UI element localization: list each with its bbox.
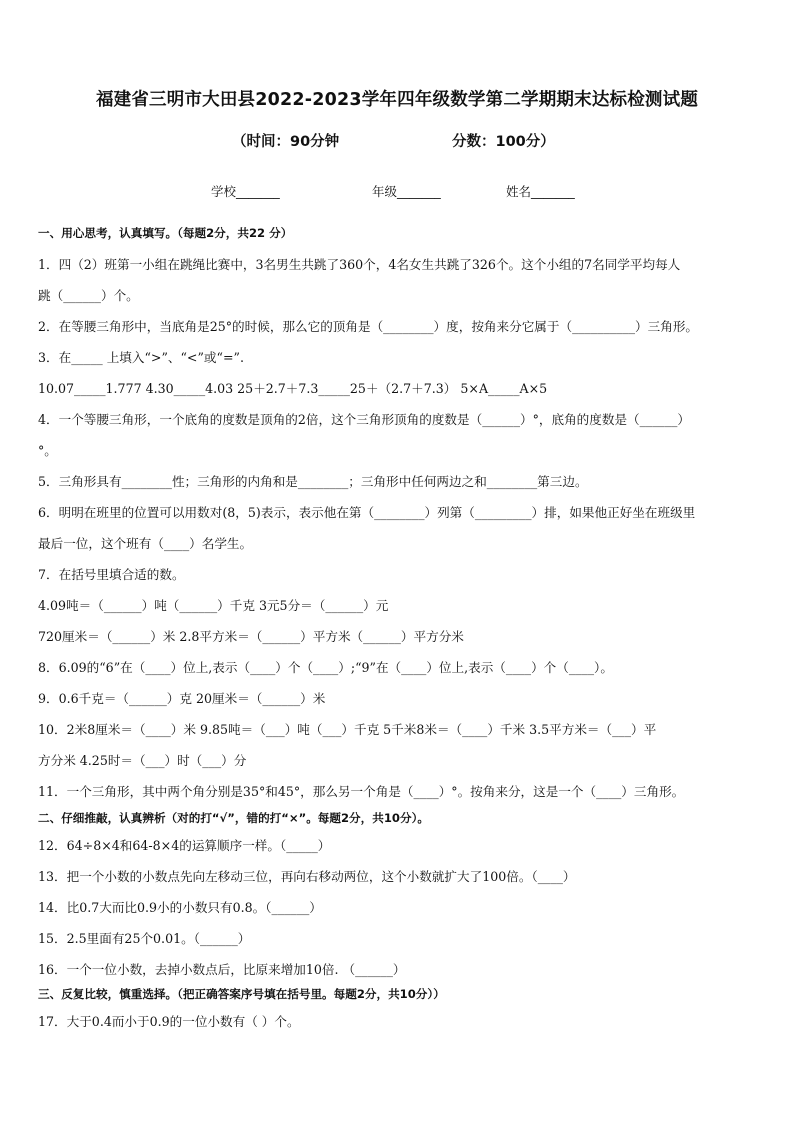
question-line: 1．四（2）班第一小组在跳绳比赛中，3名男生共跳了360个，4名女生共跳了326个。这个小组的7名同学平均每人 (38, 257, 681, 272)
question-line: 12．64÷8×4和64-8×4的运算顺序一样。（_____） (38, 838, 331, 853)
question-line: 4．一个等腰三角形，一个底角的度数是顶角的2倍，这个三角形顶角的度数是（______）°，底角的度数是（______） (38, 412, 691, 427)
exam-time: （时间：90分钟 (232, 134, 340, 150)
question-line: 17．大于0.4而小于0.9的一位小数有（ ）个。 (38, 1014, 300, 1029)
question-line: 15．2.5里面有25个0.01。（______） (38, 931, 251, 946)
question-line: °。 (38, 443, 57, 458)
grade-field[interactable]: 年级_______ (372, 184, 441, 199)
question-line: 16．一个一位小数，去掉小数点后，比原来增加10倍. （______） (38, 962, 406, 977)
question-line: 3．在_____ 上填入“>”、“<”或“=”. (38, 350, 244, 365)
name-field[interactable]: 姓名_______ (506, 184, 575, 199)
question-line: 2．在等腰三角形中，当底角是25°的时候，那么它的顶角是（________）度，按角来分它属于（__________）三角形。 (38, 319, 699, 334)
section-heading-2: 二、仔细推敲，认真辨析（对的打“√”，错的打“×”。每题2分，共10分）。 (38, 811, 429, 825)
question-line: 7．在括号里填合适的数。 (38, 567, 185, 582)
question-line: 跳（______）个。 (38, 288, 139, 303)
question-line: 8．6.09的“6”在（____）位上,表示（____）个（____）;“9”在（____）位上,表示（____）个（____）。 (38, 660, 613, 675)
question-line: 方分米 4.25时＝（___）时（___）分 (38, 753, 247, 768)
question-line: 4.09吨＝（______）吨（______）千克 3元5分＝（______）元 (38, 598, 389, 613)
question-line: 13．把一个小数的小数点先向左移动三位，再向右移动两位，这个小数就扩大了100倍。（____） (38, 869, 576, 884)
question-line: 9．0.6千克＝（______）克 20厘米＝（______）米 (38, 691, 326, 706)
question-line: 6．明明在班里的位置可以用数对(8，5)表示，表示他在第（________）列第（_________）排，如果他正好坐在班级里 (38, 505, 696, 520)
question-line: 11．一个三角形，其中两个角分别是35°和45°，那么另一个角是（____）°。按角来分，这是一个（____）三角形。 (38, 784, 685, 799)
exam-score: 分数：100分） (452, 134, 555, 150)
section-heading-1: 一、用心思考，认真填写。（每题2分，共22 分） (38, 226, 293, 240)
page-title: 福建省三明市大田县2022-2023学年四年级数学第二学期期末达标检测试题 (95, 90, 699, 110)
question-line: 10.07_____1.777 4.30_____4.03 25＋2.7＋7.3_____25＋（2.7＋7.3） 5×A_____A×5 (38, 381, 548, 396)
section-heading-3: 三、反复比较，慎重选择。（把正确答案序号填在括号里。每题2分，共10分）） (38, 987, 445, 1001)
question-line: 14．比0.7大而比0.9小的小数只有0.8。（______） (38, 900, 322, 915)
question-line: 720厘米＝（______）米 2.8平方米＝（______）平方米（______）平方分米 (38, 629, 464, 644)
school-field[interactable]: 学校_______ (211, 184, 280, 199)
question-line: 最后一位，这个班有（____）名学生。 (38, 536, 253, 551)
question-line: 10．2米8厘米＝（____）米 9.85吨＝（___）吨（___）千克 5千米8米＝（____）千米 3.5平方米＝（___）平 (38, 722, 657, 737)
question-line: 5．三角形具有________性；三角形的内角和是________；三角形中任何两边之和________第三边。 (38, 474, 588, 489)
exam-body (38, 226, 762, 1029)
